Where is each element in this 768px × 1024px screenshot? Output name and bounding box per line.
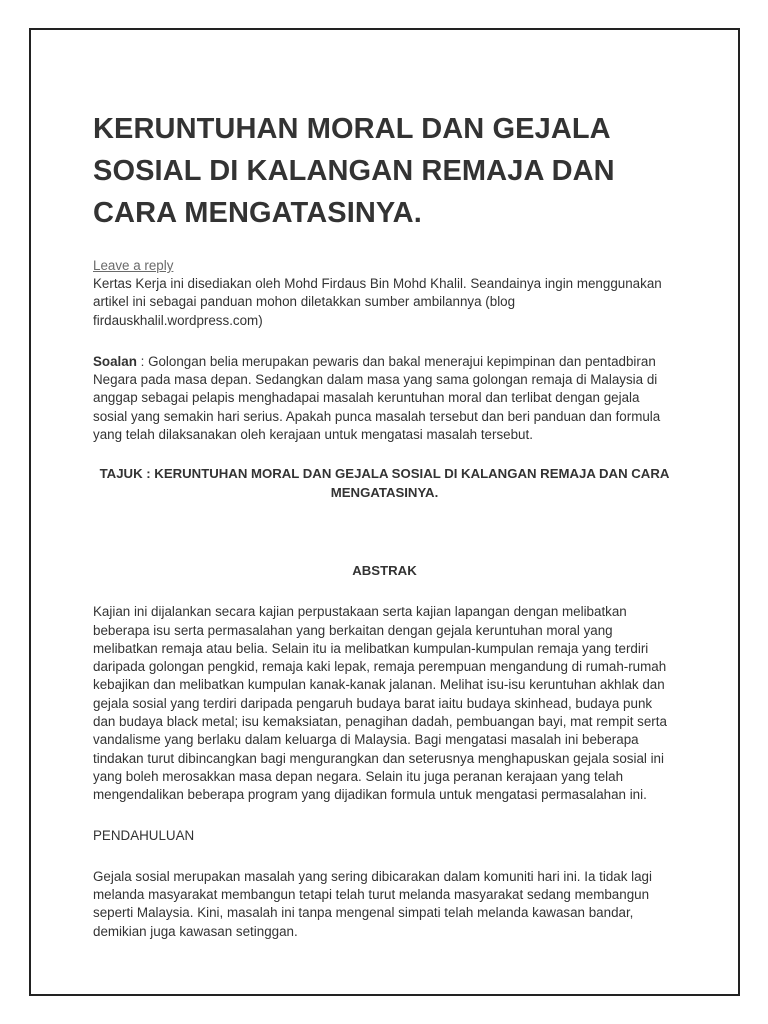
abstrak-heading: ABSTRAK [352, 562, 417, 578]
abstrak-paragraph: Kajian ini dijalankan secara kajian perpustakaan serta kajian lapangan dengan melibatkan beberapa isu serta permasalahan yang berkaitan dengan gejala keruntuhan moral yang melibatkan remaja atau belia. Selain itu ia melibatkan kumpulan-kumpulan remaja yang terdiri daripada golongan pengkid, remaja kaki lepak, remaja perempuan mengandung di rumah-rumah kebajikan dan melibatkan kumpulan kanak-kanak jalanan. Melihat isu-isu keruntuhan akhlak dan gejala sosial yang terdiri daripada pengaruh budaya barat iaitu budaya skinhead, budaya punk dan budaya black metal; isu kemaksiatan, penagihan dadah, pembuangan bayi, mat rempit serta vandalisme yang berlaku dalam keluarga di Malaysia. Bagi mengatasi masalah ini beberapa tindakan turut dibincangkan bagi mengurangkan dan seterusnya menghapuskan gejala sosial ini yang boleh merosakkan masa depan negara. Selain itu juga peranan kerajaan yang telah mengendalikan beberapa program yang dijadikan formula untuk mengatasi permasalahan ini. [93, 604, 667, 803]
article-content [93, 108, 676, 941]
question-text: : Golongan belia merupakan pewaris dan bakal menerajui kepimpinan dan pentadbiran Negara pada masa depan. Sedangkan dalam masa yang sama golongan remaja di Malaysia di anggap sebagai pelapis menghadapai masalah keruntuhan moral dan terlibat dengan gejala sosial yang semakin hari serius. Apakah punca masalah tersebut dan beri panduan dan formula yang telah dilaksanakan oleh kerajaan untuk mengatasi masalah tersebut. [93, 353, 661, 443]
question-paragraph [93, 353, 676, 444]
pendahuluan-paragraph: Gejala sosial merupakan masalah yang sering dibicarakan dalam komuniti hari ini. Ia tidak lagi melanda masyarakat membangun tetapi telah turut melanda masyarakat sedang membangun seperti Malaysia. Kini, masalah ini tanpa mengenal simpati telah melanda kawasan bandar, demikian juga kawasan setinggan. [93, 868, 652, 939]
leave-reply-link[interactable]: Leave a reply [93, 258, 174, 273]
intro-paragraph: Kertas Kerja ini disediakan oleh Mohd Firdaus Bin Mohd Khalil. Seandainya ingin menggunakan artikel ini sebagai panduan mohon diletakkan sumber ambilannya (blog firdauskhalil.wordpress.com) [93, 276, 662, 328]
question-label: Soalan [93, 353, 137, 369]
article-title: KERUNTUHAN MORAL DAN GEJALA SOSIAL DI KALANGAN REMAJA DAN CARA MENGATASINYA. [93, 113, 615, 229]
tajuk-heading: TAJUK : KERUNTUHAN MORAL DAN GEJALA SOSIAL DI KALANGAN REMAJA DAN CARA MENGATASINYA. [99, 466, 670, 500]
pendahuluan-heading: PENDAHULUAN [93, 827, 195, 843]
